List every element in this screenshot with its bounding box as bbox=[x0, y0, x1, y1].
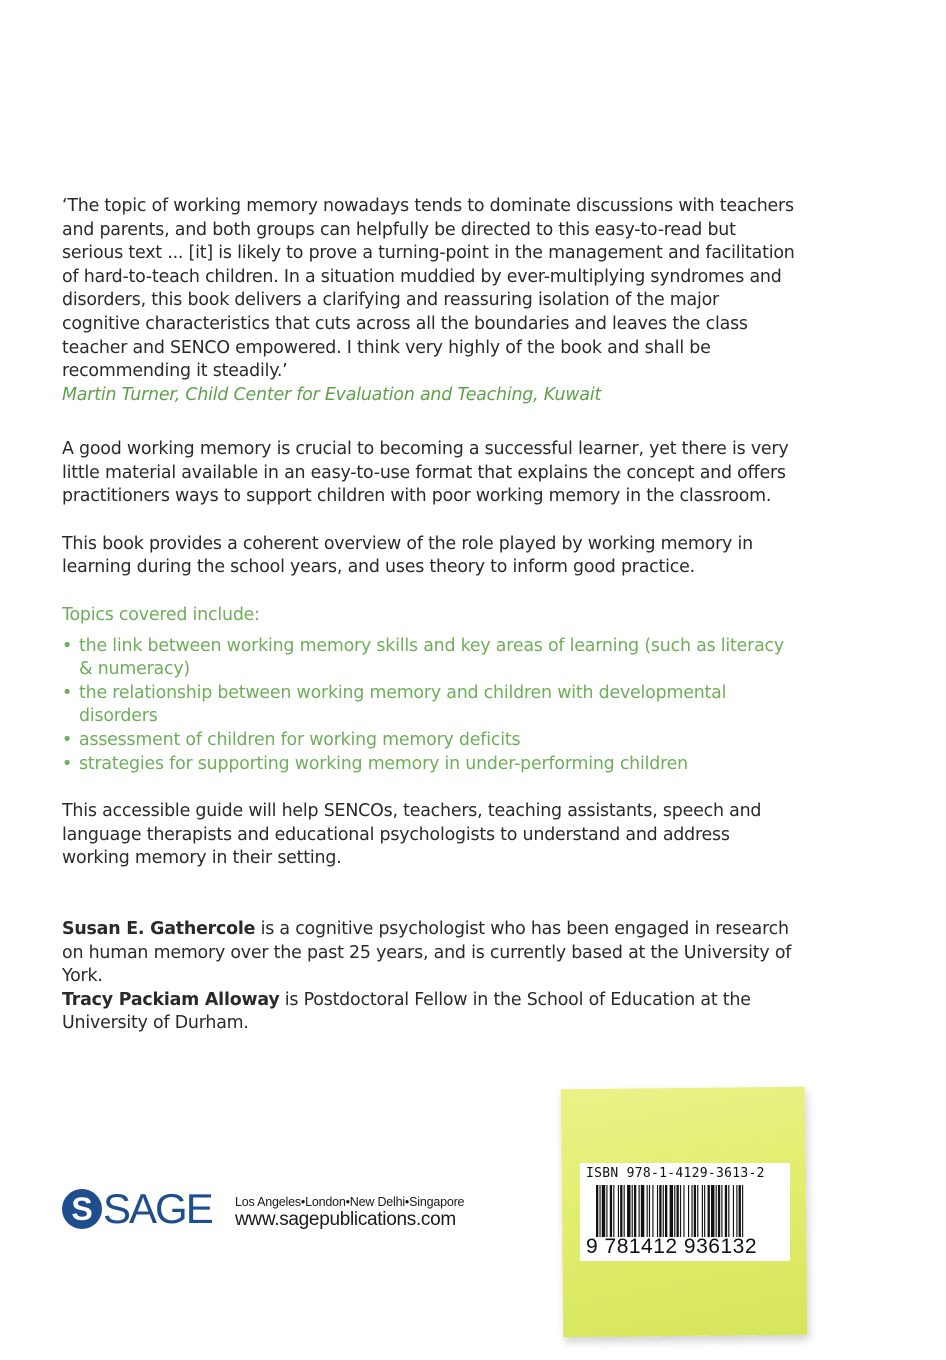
barcode-bar bbox=[708, 1185, 710, 1237]
publisher-url[interactable]: www.sagepublications.com bbox=[235, 1209, 456, 1230]
barcode-bar bbox=[610, 1185, 612, 1237]
barcode-bar bbox=[721, 1185, 722, 1237]
sage-logo bbox=[62, 1186, 218, 1232]
barcode-bar bbox=[602, 1185, 605, 1237]
bullet-icon: • bbox=[62, 753, 73, 774]
barcode-bar bbox=[716, 1185, 717, 1237]
barcode-bar bbox=[688, 1185, 689, 1237]
author-bio-2 bbox=[62, 989, 802, 1036]
quote-attribution: Martin Turner, Child Center for Evaluation and Teaching, Kuwait bbox=[62, 384, 602, 405]
barcode-bar bbox=[736, 1185, 737, 1237]
barcode-bar bbox=[728, 1185, 729, 1237]
barcode-bar bbox=[725, 1185, 727, 1237]
barcode-bar bbox=[683, 1185, 684, 1237]
bullet-icon: • bbox=[62, 682, 73, 703]
barcode bbox=[580, 1163, 790, 1261]
list-item bbox=[62, 753, 802, 777]
barcode-bar bbox=[620, 1185, 622, 1237]
isbn-label: ISBN 978-1-4129-3613-2 bbox=[586, 1166, 765, 1181]
barcode-bar bbox=[632, 1185, 633, 1237]
author-bio-text-1: is a cognitive psychologist who has been engaged in research on human memory over the past 25 years, and is currently based at the University of York. bbox=[62, 919, 792, 987]
barcode-bar bbox=[613, 1185, 614, 1237]
barcode-bar bbox=[627, 1185, 630, 1237]
description-intro: A good working memory is crucial to becoming a successful learner, yet there is very little material available in an easy-to-use format that explains the concept and offers practitioners ways to support children with poor working memory in the classroom. bbox=[62, 439, 789, 507]
topics-heading: Topics covered include: bbox=[62, 604, 260, 625]
publisher-cities: Los Angeles•London•New Delhi•Singapore bbox=[235, 1195, 465, 1209]
barcode-bar bbox=[742, 1185, 743, 1237]
barcode-bar bbox=[677, 1185, 679, 1237]
bullet-icon: • bbox=[62, 635, 73, 656]
barcode-bar bbox=[659, 1185, 661, 1237]
list-item bbox=[62, 682, 802, 729]
author-bios bbox=[62, 918, 802, 1036]
barcode-bar bbox=[691, 1185, 692, 1237]
topic-text: the relationship between working memory and children with developmental disorders bbox=[79, 682, 727, 727]
barcode-bar bbox=[606, 1185, 607, 1237]
barcode-bar bbox=[674, 1185, 675, 1237]
sage-circle-icon: S bbox=[62, 1189, 102, 1229]
barcode-bar bbox=[680, 1185, 681, 1237]
author-bio-1 bbox=[62, 918, 802, 989]
author-bio-text-2: is Postdoctoral Fellow in the School of Education at the University of Durham. bbox=[62, 989, 751, 1034]
barcode-bar bbox=[694, 1185, 696, 1237]
sage-logo-text: SAGE bbox=[103, 1185, 212, 1232]
barcode-bar bbox=[739, 1185, 741, 1237]
barcode-bars-icon bbox=[596, 1185, 774, 1237]
barcode-bar bbox=[670, 1185, 673, 1237]
review-quote bbox=[62, 195, 802, 407]
quote-text: ‘The topic of working memory nowadays tends to dominate discussions with teachers and parents, and both groups can helpfully be directed to this easy-to-read but serious text ... [it] is likely to prove a turning-point in the management and facilitation of hard-to-teach children. In a situation muddied by ever-multiplying syndromes and disorders, this book delivers a clarifying and reassuring isolation of the major cognitive characteristics that cuts across all the boundaries and leaves the class teacher and SENCO empowered. I think very highly of the book and shall be recommending it steadily.’ bbox=[62, 196, 795, 382]
barcode-bar bbox=[599, 1185, 600, 1237]
barcode-bar bbox=[618, 1185, 619, 1237]
barcode-bar bbox=[639, 1185, 640, 1237]
topics-list bbox=[62, 635, 802, 777]
barcode-bar bbox=[665, 1185, 667, 1237]
barcode-bar bbox=[649, 1185, 650, 1237]
description-closing: This accessible guide will help SENCOs, teachers, teaching assistants, speech and language therapists and educational psychologists to understand and address working memory in their setting. bbox=[62, 801, 762, 869]
barcode-bar bbox=[702, 1185, 703, 1237]
barcode-bar bbox=[718, 1185, 720, 1237]
author-name-2: Tracy Packiam Alloway bbox=[62, 989, 280, 1010]
barcode-bar bbox=[733, 1185, 734, 1237]
barcode-bar bbox=[697, 1185, 698, 1237]
topic-text: strategies for supporting working memory in under-performing children bbox=[79, 753, 688, 774]
list-item bbox=[62, 729, 802, 753]
topic-text: the link between working memory skills and key areas of learning (such as literacy & numeracy) bbox=[79, 635, 785, 680]
barcode-bar bbox=[641, 1185, 644, 1237]
barcode-bar bbox=[704, 1185, 705, 1237]
publisher-info bbox=[235, 1195, 464, 1231]
barcode-bar bbox=[663, 1185, 664, 1237]
barcode-bar bbox=[596, 1185, 598, 1237]
barcode-bar bbox=[652, 1185, 653, 1237]
barcode-digits: 9 781412 936132 bbox=[586, 1235, 757, 1258]
barcode-bar bbox=[624, 1185, 625, 1237]
author-name-1: Susan E. Gathercole bbox=[62, 919, 256, 939]
barcode-bar bbox=[711, 1185, 714, 1237]
barcode-bar bbox=[647, 1185, 648, 1237]
list-item bbox=[62, 635, 802, 682]
description-overview: This book provides a coherent overview of the role played by working memory in learning during the school years, and uses theory to inform good practice. bbox=[62, 533, 753, 578]
barcode-bar bbox=[634, 1185, 636, 1237]
bullet-icon: • bbox=[62, 729, 73, 750]
barcode-bar bbox=[657, 1185, 658, 1237]
book-description bbox=[62, 438, 802, 895]
topic-text: assessment of children for working memory deficits bbox=[79, 729, 521, 750]
